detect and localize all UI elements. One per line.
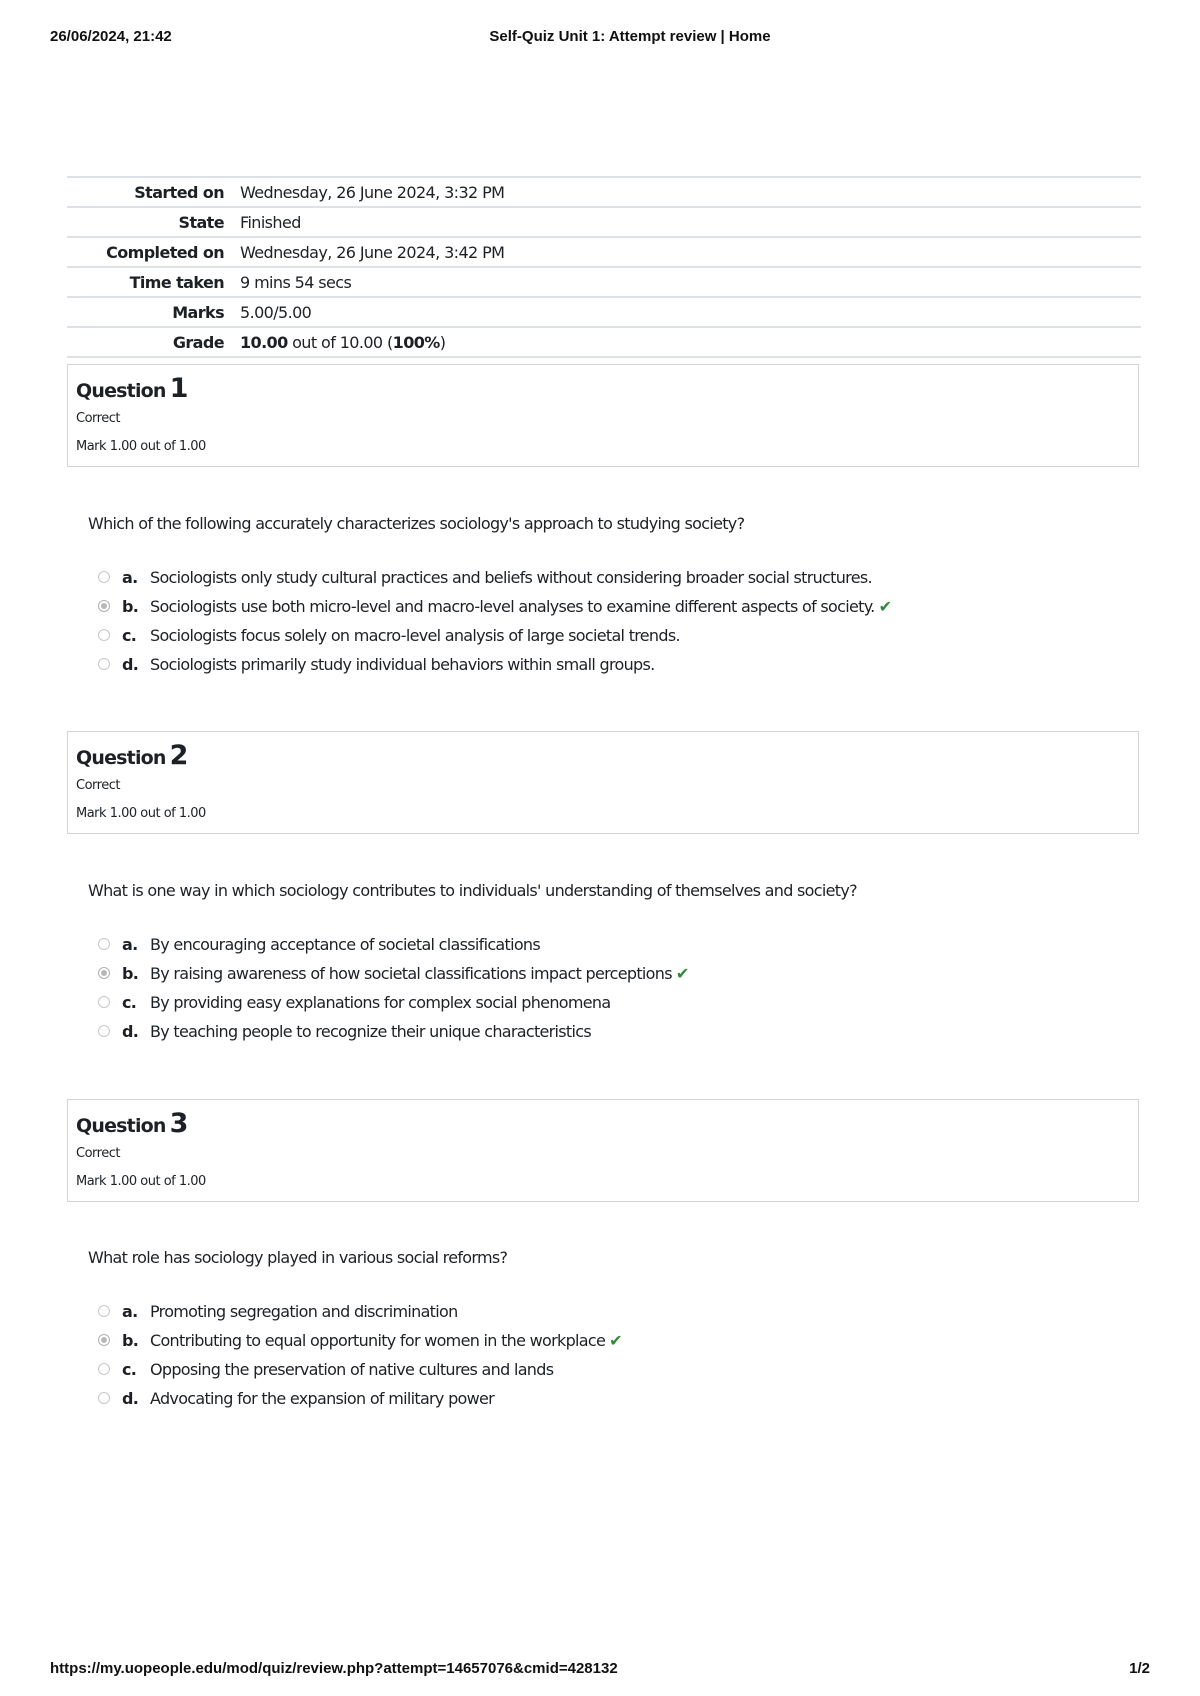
radio-button-checked[interactable] xyxy=(98,600,110,612)
answer-option[interactable] xyxy=(98,1389,1098,1418)
answer-text: By teaching people to recognize their unique characteristics xyxy=(150,1022,591,1041)
answer-text-wrapper xyxy=(150,964,689,983)
summary-label: Started on xyxy=(134,182,224,202)
grade-score: 10.00 xyxy=(240,332,288,352)
answer-text: Opposing the preservation of native cultures and lands xyxy=(150,1360,554,1379)
radio-button[interactable] xyxy=(98,996,110,1008)
answer-option[interactable] xyxy=(98,568,1098,597)
question-grade: Mark 1.00 out of 1.00 xyxy=(76,439,206,454)
summary-value: Wednesday, 26 June 2024, 3:42 PM xyxy=(240,242,505,262)
answer-option[interactable] xyxy=(98,626,1098,655)
question-title xyxy=(76,740,188,771)
answer-letter: d. xyxy=(122,655,139,674)
answer-option[interactable] xyxy=(98,1022,1098,1051)
question-state: Correct xyxy=(76,411,120,426)
answer-option[interactable] xyxy=(98,1302,1098,1331)
question-state: Correct xyxy=(76,778,120,793)
question-info-box xyxy=(67,1099,1139,1202)
attempt-summary-table xyxy=(67,176,1141,358)
print-datetime: 26/06/2024, 21:42 xyxy=(50,28,172,45)
radio-button[interactable] xyxy=(98,938,110,950)
answer-letter: a. xyxy=(122,568,138,587)
answer-list xyxy=(98,935,1098,1051)
answer-text: By encouraging acceptance of societal classifications xyxy=(150,935,541,954)
answer-letter: a. xyxy=(122,935,138,954)
answer-text: Sociologists only study cultural practices and beliefs without considering broader social structures. xyxy=(150,568,872,587)
check-icon: ✔ xyxy=(609,1331,622,1350)
radio-button-checked[interactable] xyxy=(98,967,110,979)
summary-label: Marks xyxy=(172,302,224,322)
answer-text: By raising awareness of how societal classifications impact perceptions xyxy=(150,964,672,983)
answer-letter: d. xyxy=(122,1022,139,1041)
grade-close: ) xyxy=(439,332,446,352)
summary-label: Grade xyxy=(172,332,224,352)
answer-text: Promoting segregation and discrimination xyxy=(150,1302,458,1321)
answer-text: Advocating for the expansion of military power xyxy=(150,1389,495,1408)
radio-button[interactable] xyxy=(98,1363,110,1375)
radio-button[interactable] xyxy=(98,1305,110,1317)
question-grade: Mark 1.00 out of 1.00 xyxy=(76,806,206,821)
question-text: What is one way in which sociology contributes to individuals' understanding of themselves and society? xyxy=(88,881,857,900)
radio-button[interactable] xyxy=(98,571,110,583)
print-header xyxy=(50,28,1150,52)
grade-value xyxy=(232,327,1141,357)
answer-option[interactable] xyxy=(98,655,1098,684)
question-grade: Mark 1.00 out of 1.00 xyxy=(76,1174,206,1189)
question-number: 1 xyxy=(169,373,188,404)
summary-row xyxy=(67,207,1141,237)
question-label: Question xyxy=(76,380,166,402)
summary-value: Finished xyxy=(240,212,301,232)
answer-letter: b. xyxy=(122,1331,139,1350)
question-number: 3 xyxy=(169,1108,188,1139)
print-page-title: Self-Quiz Unit 1: Attempt review | Home xyxy=(489,28,771,45)
summary-label: State xyxy=(178,212,224,232)
summary-row xyxy=(67,297,1141,327)
radio-button-checked[interactable] xyxy=(98,1334,110,1346)
question-info-box xyxy=(67,731,1139,834)
radio-button[interactable] xyxy=(98,629,110,641)
answer-text: Sociologists use both micro-level and macro-level analyses to examine different aspects of society. xyxy=(150,597,875,616)
answer-letter: c. xyxy=(122,626,137,645)
answer-text-wrapper xyxy=(150,597,891,616)
answer-option-selected[interactable] xyxy=(98,597,1098,626)
summary-value: 9 mins 54 secs xyxy=(240,272,352,292)
summary-row xyxy=(67,237,1141,267)
print-url: https://my.uopeople.edu/mod/quiz/review.php?attempt=14657076&cmid=428132 xyxy=(50,1660,618,1677)
answer-text: Sociologists focus solely on macro-level analysis of large societal trends. xyxy=(150,626,680,645)
page-number: 1/2 xyxy=(1129,1660,1150,1677)
answer-letter: b. xyxy=(122,964,139,983)
answer-text: By providing easy explanations for complex social phenomena xyxy=(150,993,611,1012)
answer-list xyxy=(98,1302,1098,1418)
answer-option[interactable] xyxy=(98,1360,1098,1389)
summary-label: Completed on xyxy=(106,242,224,262)
summary-value: 5.00/5.00 xyxy=(240,302,312,322)
answer-option[interactable] xyxy=(98,993,1098,1022)
answer-list xyxy=(98,568,1098,684)
summary-label: Time taken xyxy=(129,272,224,292)
summary-row xyxy=(67,327,1141,357)
answer-text: Sociologists primarily study individual behaviors within small groups. xyxy=(150,655,655,674)
answer-letter: d. xyxy=(122,1389,139,1408)
grade-outof: out of 10.00 ( xyxy=(287,332,393,352)
question-label: Question xyxy=(76,747,166,769)
summary-row xyxy=(67,177,1141,207)
answer-letter: b. xyxy=(122,597,139,616)
answer-option[interactable] xyxy=(98,935,1098,964)
question-state: Correct xyxy=(76,1146,120,1161)
grade-percent: 100% xyxy=(392,332,440,352)
radio-button[interactable] xyxy=(98,658,110,670)
question-text: What role has sociology played in various social reforms? xyxy=(88,1248,508,1267)
answer-option-selected[interactable] xyxy=(98,964,1098,993)
answer-letter: a. xyxy=(122,1302,138,1321)
radio-button[interactable] xyxy=(98,1392,110,1404)
answer-text: Contributing to equal opportunity for women in the workplace xyxy=(150,1331,606,1350)
question-text: Which of the following accurately characterizes sociology's approach to studying society? xyxy=(88,514,745,533)
answer-letter: c. xyxy=(122,1360,137,1379)
answer-text-wrapper xyxy=(150,1331,622,1350)
print-footer xyxy=(50,1660,1150,1684)
radio-button[interactable] xyxy=(98,1025,110,1037)
question-title xyxy=(76,373,188,404)
check-icon: ✔ xyxy=(675,964,689,983)
summary-row xyxy=(67,267,1141,297)
answer-letter: c. xyxy=(122,993,137,1012)
answer-option-selected[interactable] xyxy=(98,1331,1098,1360)
check-icon: ✔ xyxy=(878,597,892,616)
question-label: Question xyxy=(76,1115,166,1137)
question-number: 2 xyxy=(169,740,188,771)
summary-value: Wednesday, 26 June 2024, 3:32 PM xyxy=(240,182,505,202)
question-title xyxy=(76,1108,188,1139)
question-info-box xyxy=(67,364,1139,467)
